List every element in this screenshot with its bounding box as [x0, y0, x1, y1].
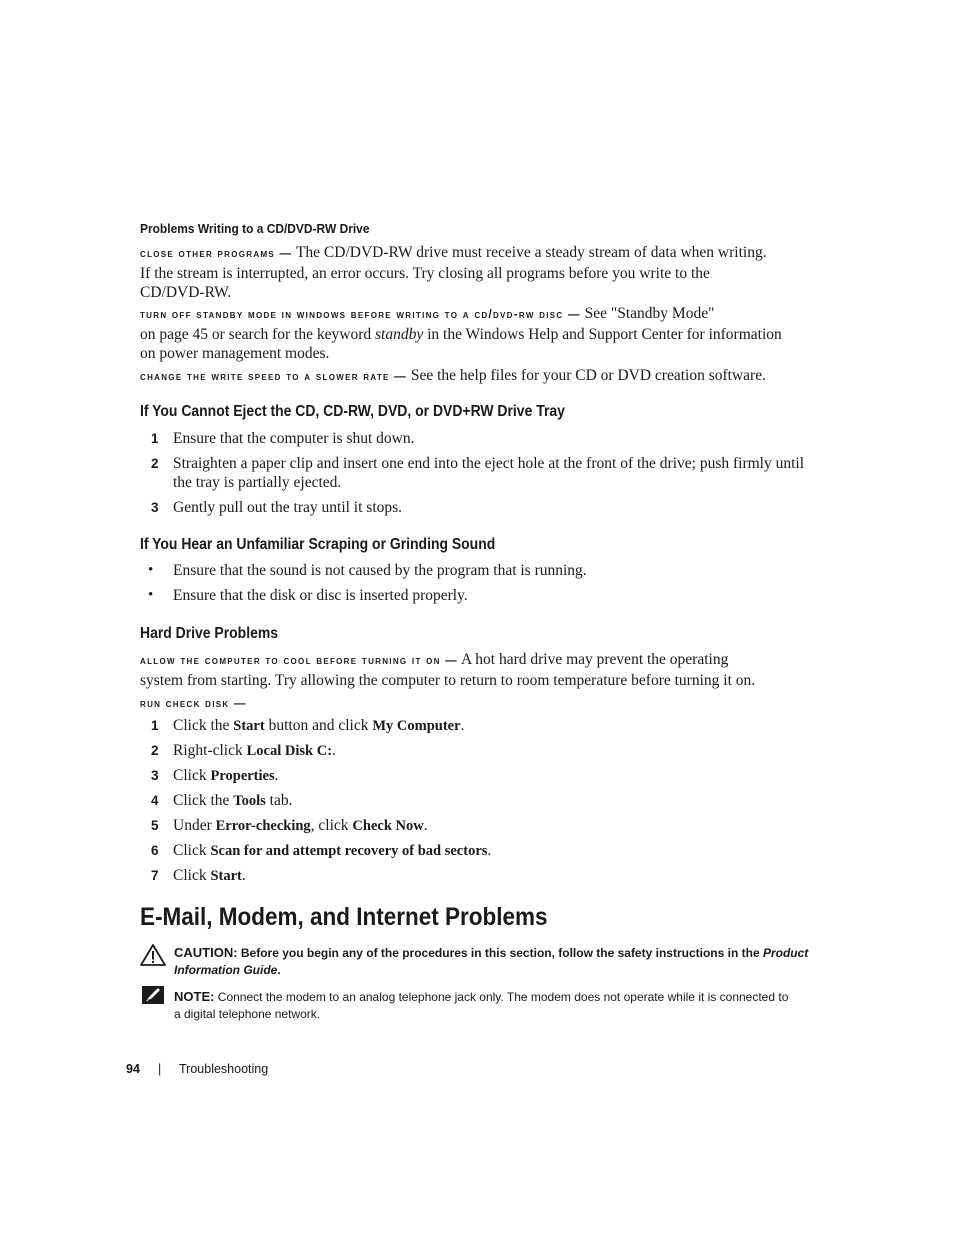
- step-number: 2: [151, 743, 159, 758]
- lead-cool-computer: allow the computer to cool before turning it on —: [140, 655, 459, 667]
- list-item: Ensure that the sound is not caused by the program that is running.: [173, 562, 587, 579]
- lead-standby-mode: turn off standby mode in windows before writing to a cd/dvd-rw disc —: [140, 309, 581, 321]
- paragraph-close-programs: close other programs — The CD/DVD-RW drive must receive a steady stream of data when writing. If the stream is interrupted, an error occurs. Try closing all programs before you write to the CD/DVD-RW.: [140, 244, 767, 301]
- note-label: NOTE:: [174, 989, 215, 1004]
- bullet-marker: •: [148, 587, 154, 603]
- lead-write-speed: change the write speed to a slower rate —: [140, 371, 407, 383]
- paragraph-run-check-disk: [140, 693, 247, 714]
- paragraph-cool-before-on: allow the computer to cool before turning it on — A hot hard drive may prevent the operating system from starting. Try allowing the computer to return to room temperature before turning it on.: [140, 651, 756, 689]
- lead-run-check-disk: run check disk —: [140, 698, 247, 710]
- step-text: Ensure that the computer is shut down.: [173, 430, 415, 447]
- step-text: Click the Start button and click My Computer.: [173, 717, 465, 734]
- footer-separator: |: [158, 1062, 162, 1076]
- step-number: 7: [151, 868, 159, 883]
- page-number: 94: [126, 1062, 140, 1076]
- paragraph-write-speed: change the write speed to a slower rate — See the help files for your CD or DVD creation software.: [140, 367, 766, 384]
- step-number: 1: [151, 718, 159, 733]
- step-number: 2: [151, 456, 159, 471]
- note-notice: NOTE: Connect the modem to an analog telephone jack only. The modem does not operate while it is connected to a digital telephone network.: [174, 989, 789, 1021]
- step-text: Right-click Local Disk C:.: [173, 742, 336, 759]
- step-number: 1: [151, 431, 159, 446]
- heading-email-modem-internet: E-Mail, Modem, and Internet Problems: [140, 903, 548, 931]
- note-pencil-icon: [141, 985, 165, 1010]
- heading-hard-drive: Hard Drive Problems: [140, 625, 279, 642]
- heading-eject-tray: If You Cannot Eject the CD, CD-RW, DVD, or DVD+RW Drive Tray: [140, 403, 565, 420]
- step-number: 3: [151, 768, 159, 783]
- step-number: 6: [151, 843, 159, 858]
- step-text: Click Properties.: [173, 767, 279, 784]
- caution-notice: CAUTION: Before you begin any of the procedures in this section, follow the safety instructions in the Product Information Guide.: [174, 945, 809, 977]
- step-text: Click Start.: [173, 867, 246, 884]
- step-text: Click the Tools tab.: [173, 792, 293, 809]
- step-number: 5: [151, 818, 159, 833]
- step-text: Under Error-checking, click Check Now.: [173, 817, 428, 834]
- step-text: Straighten a paper clip and insert one end into the eject hole at the front of the drive; push firmly until the tray is partially ejected.: [173, 455, 805, 491]
- step-number: 4: [151, 793, 159, 808]
- caution-triangle-icon: [139, 943, 167, 972]
- caution-label: CAUTION:: [174, 945, 238, 960]
- heading-cd-writing: Problems Writing to a CD/DVD-RW Drive: [140, 221, 370, 236]
- step-number: 3: [151, 500, 159, 515]
- step-text: Click Scan for and attempt recovery of bad sectors.: [173, 842, 492, 859]
- heading-scraping-sound: If You Hear an Unfamiliar Scraping or Grinding Sound: [140, 536, 496, 553]
- step-text: Gently pull out the tray until it stops.: [173, 499, 403, 516]
- paragraph-standby-mode: turn off standby mode in windows before writing to a cd/dvd-rw disc — See "Standby Mode" on page 45 or search for the keyword standby in the Windows Help and Support Center for information on power management modes.: [140, 305, 782, 362]
- footer-section-name: Troubleshooting: [179, 1062, 269, 1076]
- list-item: Ensure that the disk or disc is inserted properly.: [173, 587, 468, 604]
- lead-close-programs: close other programs —: [140, 248, 293, 260]
- bullet-marker: •: [148, 562, 154, 578]
